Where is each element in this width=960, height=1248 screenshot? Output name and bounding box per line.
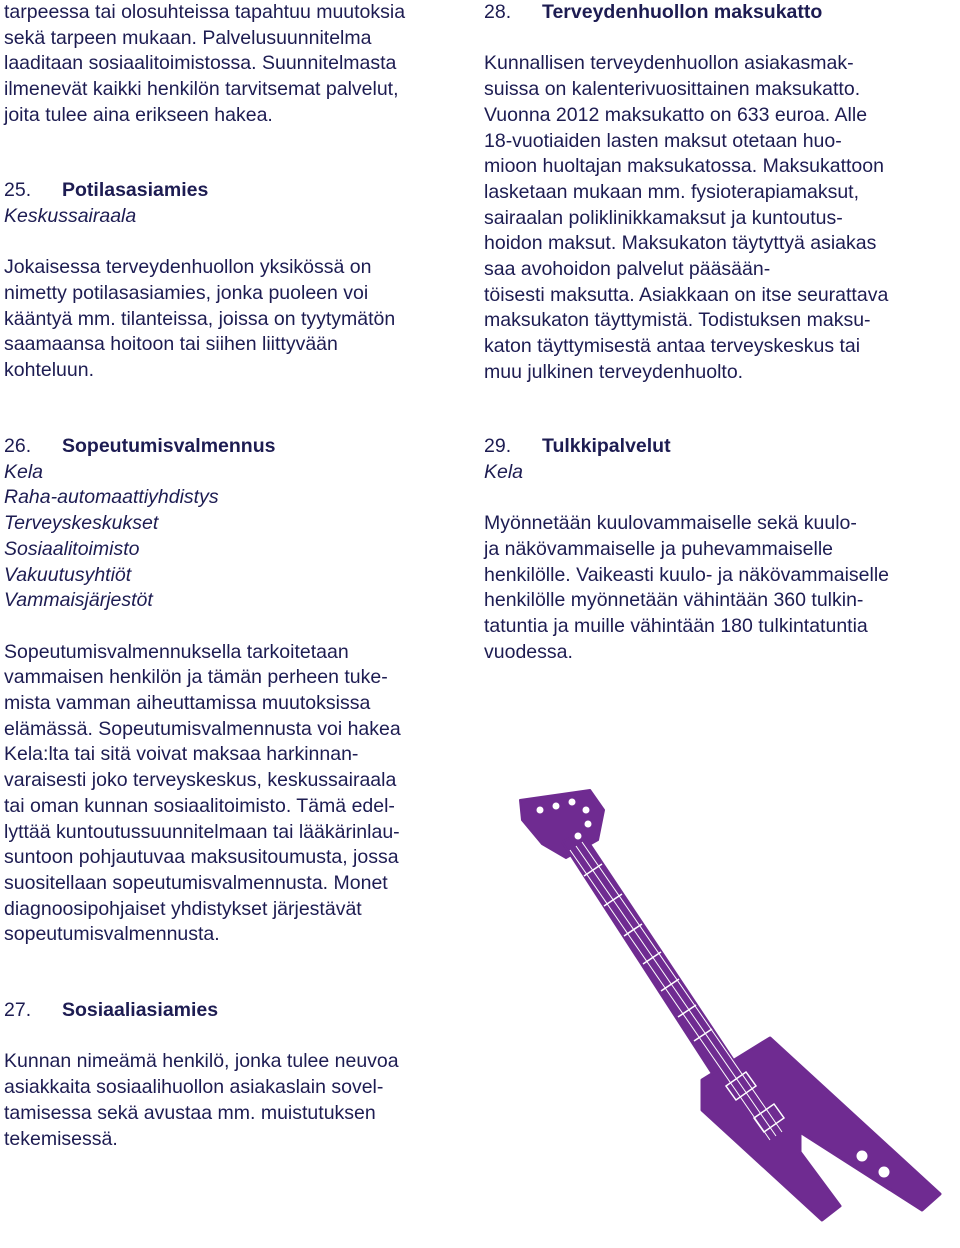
body-line: mioon huoltajan maksukatossa. Maksukattoon (484, 155, 884, 178)
body-line: sairaalan poliklinikkamaksut ja kuntoutus- (484, 206, 843, 229)
organization: Kela (4, 460, 44, 483)
body-line: asiakkaita sosiaalihuollon asiakaslain sovel- (4, 1076, 384, 1099)
body-line: Sopeutumisvalmennuksella tarkoitetaan (4, 640, 349, 663)
section-heading (484, 0, 946, 26)
intro-line: ilmenevät kaikki henkilön tarvitsemat palvelut, (4, 78, 399, 101)
organization: Terveyskeskukset (4, 512, 159, 535)
body-line: suissa on kalenterivuosittainen maksukatto. (484, 78, 861, 101)
body-line: katon täyttymisestä antaa terveyskeskus tai (484, 335, 861, 358)
section-body (4, 640, 454, 948)
body-line: Myönnetään kuulovammaiselle sekä kuulo- (484, 512, 857, 535)
body-line: töisesti maksutta. Asiakkaan on itse seurattava (484, 283, 889, 306)
body-line: maksukaton täyttymistä. Todistuksen maksu- (484, 309, 871, 332)
section-29 (484, 434, 946, 665)
body-line: hoidon maksut. Maksukaton täytyttyä asiakas (484, 232, 877, 255)
intro-line: sekä tarpeen mukaan. Palvelusuunnitelma (4, 26, 372, 49)
body-line: saa avohoidon palvelut pääsään- (484, 258, 771, 281)
organization: Vammaisjärjestöt (4, 589, 153, 612)
body-line: Vuonna 2012 maksukatto on 633 euroa. Alle (484, 103, 868, 126)
section-heading (484, 434, 946, 460)
body-line: diagnoosipohjaiset yhdistykset järjestävät (4, 897, 362, 920)
section-title: Sopeutumisvalmennus (62, 435, 276, 457)
body-line: tekemisessä. (4, 1127, 118, 1150)
body-line: 18-vuotiaiden lasten maksut otetaan huo- (484, 129, 842, 152)
section-heading (4, 178, 454, 204)
body-line: elämässä. Sopeutumisvalmennusta voi hakea (4, 717, 401, 740)
section-heading (4, 998, 454, 1024)
section-heading (4, 434, 454, 460)
organization: Sosiaalitoimisto (4, 537, 140, 560)
body-line: saamaansa hoitoon tai siihen liittyvään (4, 333, 338, 356)
guitar-icon (470, 780, 950, 1240)
body-line: nimetty potilasasiamies, jonka puoleen voi (4, 281, 369, 304)
section-26 (4, 434, 454, 948)
section-title: Potilasasiamies (62, 179, 209, 201)
section-28 (484, 0, 946, 386)
section-27 (4, 998, 454, 1152)
intro-line: laaditaan sosiaalitoimistossa. Suunnitelmasta (4, 52, 397, 75)
body-line: lyttää kuntoutussuunnitelmaan tai lääkärinlau- (4, 820, 400, 843)
body-line: vammaisen henkilön ja tämän perheen tuke- (4, 666, 388, 689)
section-title: Tulkkipalvelut (542, 435, 671, 457)
section-title: Terveydenhuollon maksukatto (542, 1, 823, 23)
body-line: tamisessa sekä avustaa mm. muistutuksen (4, 1101, 376, 1124)
body-line: suositellaan sopeutumisvalmennusta. Monet (4, 871, 388, 894)
intro-paragraph (4, 0, 454, 129)
section-body (484, 51, 946, 385)
section-25 (4, 178, 454, 384)
body-line: varaisesti joko terveyskeskus, keskussairaala (4, 769, 397, 792)
organization: Vakuutusyhtiöt (4, 563, 132, 586)
body-line: Kela:lta tai sitä voivat maksaa harkinnan- (4, 743, 359, 766)
body-line: kohteluun. (4, 358, 94, 381)
section-body (484, 511, 946, 665)
section-number: 29. (484, 435, 512, 457)
section-body (4, 255, 454, 384)
intro-line: joita tulee aina erikseen hakea. (4, 103, 273, 126)
body-line: Kunnallisen terveydenhuollon asiakasmak- (484, 52, 854, 75)
body-line: henkilölle myönnetään vähintään 360 tulkin- (484, 589, 864, 612)
body-line: sopeutumisvalmennusta. (4, 923, 220, 946)
organization: Keskussairaala (4, 204, 137, 227)
body-line: kääntyä mm. tilanteissa, joissa on tyytymätön (4, 307, 396, 330)
section-number: 27. (4, 999, 32, 1021)
body-line: Kunnan nimeämä henkilö, jonka tulee neuvoa (4, 1050, 399, 1073)
section-number: 28. (484, 1, 512, 23)
organization: Kela (484, 460, 524, 483)
body-line: henkilölle. Vaikeasti kuulo- ja näkövammaiselle (484, 563, 890, 586)
organization: Raha-automaattiyhdistys (4, 486, 219, 509)
body-line: suntoon pohjautuvaa maksusitoumusta, jossa (4, 846, 399, 869)
body-line: vuodessa. (484, 640, 573, 663)
section-title: Sosiaaliasiamies (62, 999, 219, 1021)
body-line: tatuntia ja muille vähintään 180 tulkintatuntia (484, 614, 868, 637)
body-line: lasketaan mukaan mm. fysioterapiamaksut, (484, 180, 859, 203)
body-line: ja näkövammaiselle ja puhevammaiselle (484, 537, 834, 560)
section-number: 25. (4, 179, 32, 201)
body-line: muu julkinen terveydenhuolto. (484, 360, 744, 383)
section-body (4, 1049, 454, 1152)
body-line: Jokaisessa terveydenhuollon yksikössä on (4, 256, 372, 279)
intro-line: tarpeessa tai olosuhteissa tapahtuu muutoksia (4, 1, 406, 23)
body-line: tai oman kunnan sosiaalitoimisto. Tämä edel- (4, 794, 395, 817)
body-line: mista vamman aiheuttamissa muutoksissa (4, 692, 371, 715)
section-number: 26. (4, 435, 32, 457)
